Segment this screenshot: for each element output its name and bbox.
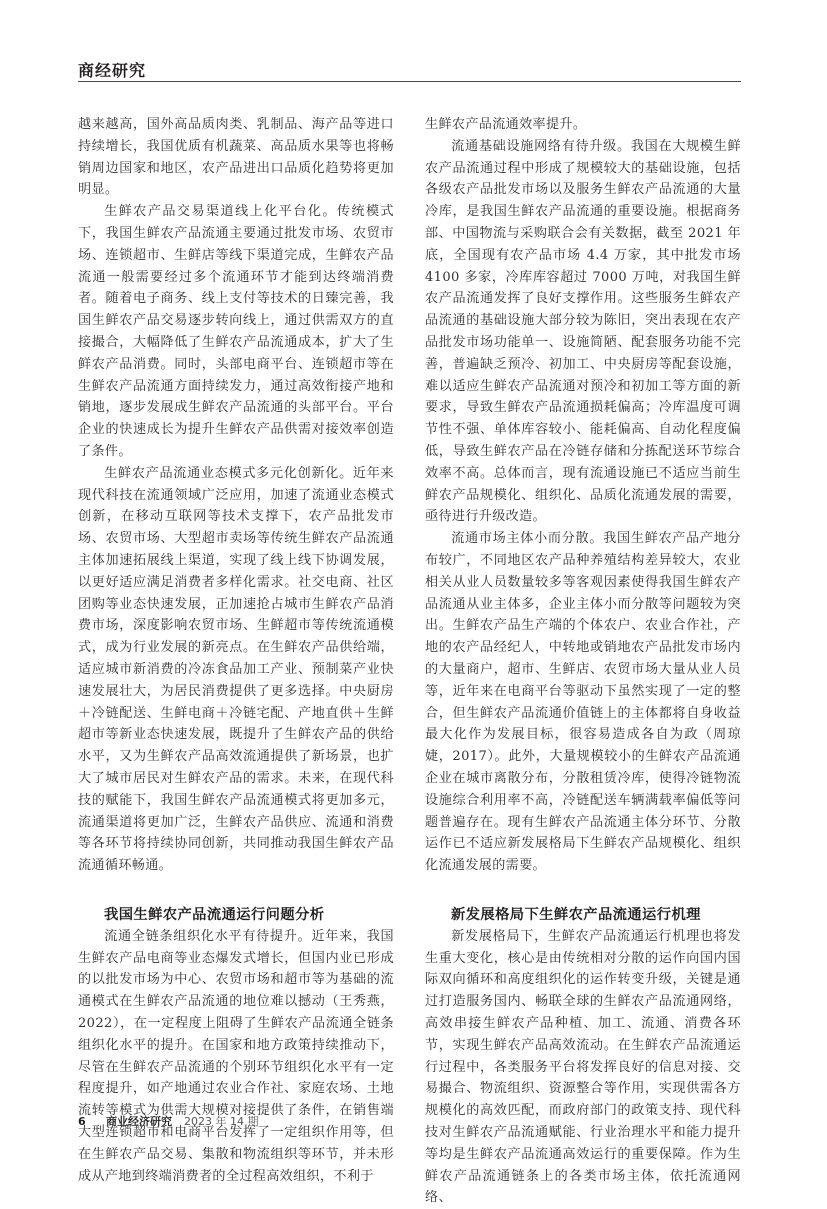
left-column bbox=[78, 114, 394, 1187]
body-paragraph: 生鲜农产品流通效率提升。 bbox=[425, 117, 587, 132]
section-heading: 我国生鲜农产品流通运行问题分析 bbox=[104, 906, 325, 923]
body-paragraph: 生鲜农产品流通业态模式多元化创新化。近年来现代科技在流通领域广泛应用，加速了流通业态模式创新，在移动互联网等技术支撑下，农产品批发市场、农贸市场、大型超市卖场等传统生鲜农产品流通主体加速拓展线上渠道，实现了线上线下协调发展，以更好适应满足消费者多样化需求。社交电商、社区团购等业态快速发展，正加速抢占城市生鲜农产品消费市场，深度影响农贸市场、生鲜超市等传统流通模式，成为行业发展的新亮点。在生鲜农产品供给端，适应城市新消费的冷冻食品加工产业、预制菜产业快速发展壮大，为居民消费提供了更多选择。中央厨房＋冷链配送、生鲜电商＋冷链宅配、产地直供＋生鲜超市等新业态快速发展，既提升了生鲜农产品的供给水平，又为生鲜农产品高效流通提供了新场景，也扩大了城市居民对生鲜农产品的需求。未来，在现代科技的赋能下，我国生鲜农产品流通模式将更加多元，流通渠道将更加广泛，生鲜农产品供应、流通和消费等各环节将持续协同创新，共同推动我国生鲜农产品流通循环畅通。 bbox=[78, 465, 394, 874]
section-spacer bbox=[425, 877, 741, 904]
journal-name: 商业经济研究 bbox=[106, 1115, 172, 1128]
body-paragraph: 新发展格局下，生鲜农产品流通运行机理也将发生重大变化，核心是由传统相对分散的运作向国内国际双向循环和高度组织化的运作转变升级，关键是通过打造服务国内、畅联全球的生鲜农产品流通网络，高效串接生鲜农产品种植、加工、流通、消费各环节，实现生鲜农产品高效流动。在生鲜农产品流通运行过程中，各类服务平台将发挥良好的信息对接、交易撮合、物流组织、资源整合等作用，实现供需各方规模化的高效匹配，而政府部门的政策支持、现代科技对生鲜农产品流通赋能、行业治理水平和能力提升等均是生鲜农产品流通高效运行的重要保障。作为生鲜农产品流通链条上的各类市场主体，依托流通网络、 bbox=[425, 928, 741, 1206]
page-footer bbox=[78, 1113, 258, 1129]
page-number: 6 bbox=[78, 1115, 86, 1128]
section-title: 商经研究 bbox=[78, 61, 147, 80]
right-column bbox=[425, 114, 741, 1209]
header-divider bbox=[78, 81, 741, 82]
body-paragraph: 越来越高，国外高品质肉类、乳制品、海产品等进口持续增长，我国优质有机蔬菜、高品质水果等也将畅销周边国家和地区，农产品进出口品质化趋势将更加明显。 bbox=[78, 117, 394, 198]
body-paragraph: 流通基础设施网络有待升级。我国在大规模生鲜农产品流通过程中形成了规模较大的基础设施，包括各级农产品批发市场以及服务生鲜农产品流通的大量冷库，是我国生鲜农产品流通的重要设施。根据商务部、中国物流与采购联合会有关数据，截至 2021 年底，全国现有农产品市场 4.4 万家，其中批发市场 4100 多家，冷库库容超过 7000 万吨，对我国生鲜农产品流通发挥了良好支撑作用。这些服务生鲜农产品流通的基础设施大部分较为陈旧，突出表现在农产品批发市场功能单一、设施简陋、配套服务功能不完善，普遍缺乏预冷、初加工、中央厨房等配套设施，难以适应生鲜农产品流通对预冷和初加工等方面的新要求，导致生鲜农产品流通损耗偏高；冷库温度可调节性不强、单体库容较小、能耗偏高、自动化程度偏低，导致生鲜农产品在冷链存储和分拣配送环节综合效率不高。总体而言，现有流通设施已不适应当前生鲜农产品规模化、组织化、品质化流通发展的需要，亟待进行升级改造。 bbox=[425, 138, 741, 525]
issue-label: 2023 年 14 期 bbox=[184, 1115, 259, 1128]
section-spacer bbox=[78, 877, 394, 904]
body-paragraph: 生鲜农产品交易渠道线上化平台化。传统模式下，我国生鲜农产品流通主要通过批发市场、农贸市场、连锁超市、生鲜店等线下渠道完成，生鲜农产品流通一般需要经过多个流通环节才能到达终端消费者。随着电子商务、线上支付等技术的日臻完善，我国生鲜农产品交易逐步转向线上，通过供需双方的直接撮合，大幅降低了生鲜农产品流通成本，扩大了生鲜农产品消费。同时，头部电商平台、连锁超市等在生鲜农产品流通方面持续发力，通过高效衔接产地和销地，逐步发展成生鲜农产品流通的头部平台。平台企业的快速成长为提升生鲜农产品供需对接效率创造了条件。 bbox=[78, 204, 394, 459]
body-paragraph: 流通市场主体小而分散。我国生鲜农产品产地分布较广，不同地区农产品种养殖结构差异较大，农业相关从业人员数量较多等客观因素使得我国生鲜农产品流通从业主体多，企业主体小而分散等问题较为突出。生鲜农产品生产端的个体农户、农业合作社，产地的农产品经纪人，中转地或销地农产品批发市场内的大量商户，超市、生鲜店、农贸市场大量从业人员等，近年来在电商平台等驱动下虽然实现了一定的整合，但生鲜农产品流通价值链上的主体都将自身收益最大化作为发展目标，很容易造成各自为政（周琼婕，2017）。此外，大量规模较小的生鲜农产品流通企业在城市离散分布，分散租赁冷库，使得冷链物流设施综合利用率不高，冷链配送车辆满载率偏低等问题普遍存在。现有生鲜农产品流通主体分环节、分散运作已不适应新发展格局下生鲜农产品规模化、组织化流通发展的需要。 bbox=[425, 531, 741, 874]
body-paragraph: 流通全链条组织化水平有待提升。近年来，我国生鲜农产品电商等业态爆发式增长，但国内业已形成的以批发市场为中心、农贸市场和超市等为基础的流通模式在生鲜农产品流通的地位难以撼动（王秀燕，2022），在一定程度上阻碍了生鲜农产品流通全链条组织化水平的提升。在国家和地方政策持续推动下，尽管在生鲜农产品流通的个别环节组织化水平有一定程度提升，如产地通过农业合作社、家庭农场、土地流转等模式为供需大规模对接提供了条件，在销售端大型连锁超市和电商平台发挥了一定组织作用等，但在生鲜农产品交易、集散和物流组织等环节，并未形成从产地到终端消费者的全过程高效组织，不利于 bbox=[78, 928, 394, 1184]
section-heading: 新发展格局下生鲜农产品流通运行机理 bbox=[451, 906, 701, 923]
